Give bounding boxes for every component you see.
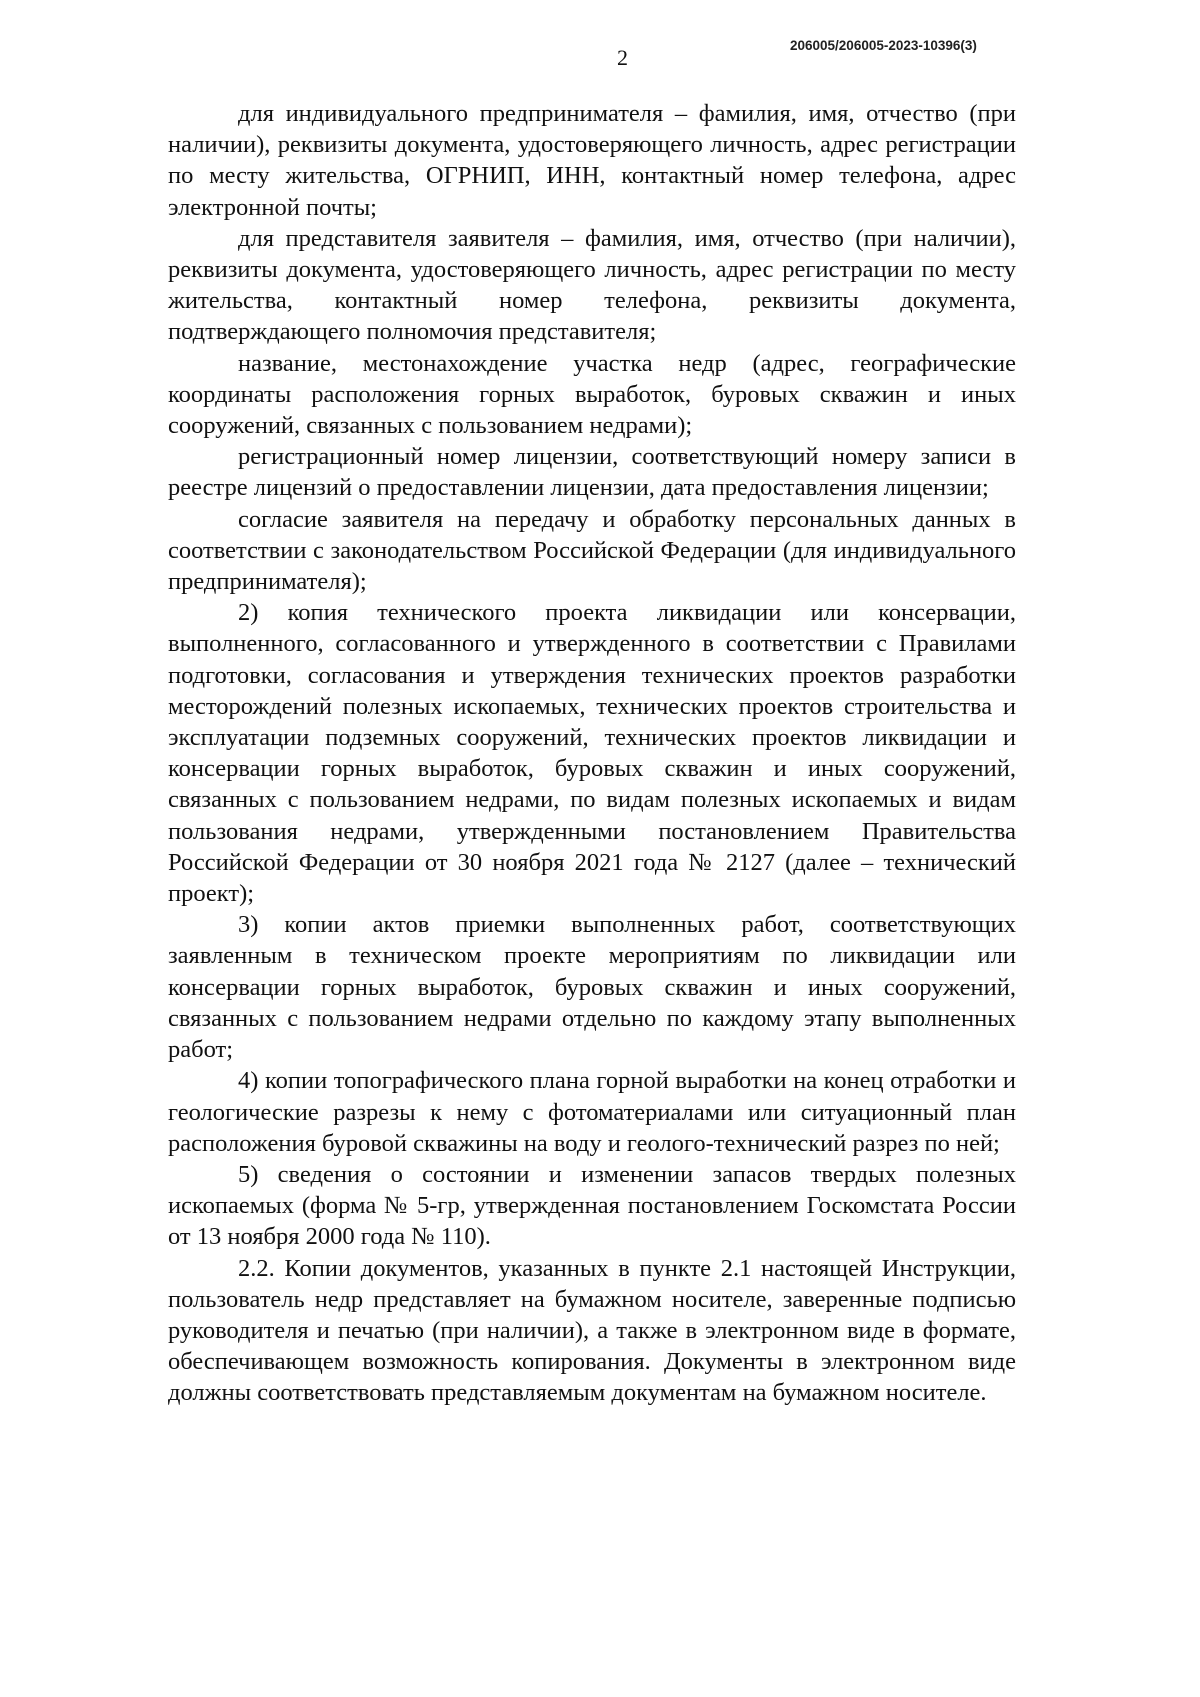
document-body xyxy=(168,98,1016,1409)
paragraph-individual-entrepreneur: для индивидуального предпринимателя – фамилия, имя, отчество (при наличии), реквизиты документа, удостоверяющего личность, адрес регистрации по месту жительства, ОГРНИП, ИНН, контактный номер телефона, адрес электронной почты; xyxy=(168,100,1016,221)
paragraph-applicant-representative: для представителя заявителя – фамилия, имя, отчество (при наличии), реквизиты документа, удостоверяющего личность, адрес регистрации по месту жительства, контактный номер телефона, реквизиты документа, подтверждающего полномочия представителя; xyxy=(168,224,1016,346)
paragraph-license-number: регистрационный номер лицензии, соответствующий номеру записи в реестре лицензий о предоставлении лицензии, дата предоставления лицензии; xyxy=(168,443,1016,502)
page-number: 2 xyxy=(617,45,628,70)
paragraph-item-5: 5) сведения о состоянии и изменении запасов твердых полезных ископаемых (форма № 5-гр, утвержденная постановлением Госкомстата России от 13 ноября 2000 года № 110). xyxy=(168,1160,1016,1251)
paragraph-personal-data-consent: согласие заявителя на передачу и обработку персональных данных в соответствии с законодательством Российской Федерации (для индивидуального предпринимателя); xyxy=(168,505,1016,596)
document-id: 206005/206005-2023-10396(3) xyxy=(790,38,977,53)
paragraph-section-2-2: 2.2. Копии документов, указанных в пункте 2.1 настоящей Инструкции, пользователь недр представляет на бумажном носителе, заверенные подписью руководителя и печатью (при наличии), а также в электронном виде в формате, обеспечивающем возможность копирования. Документы в электронном виде должны соответствовать представляемым документам на бумажном носителе. xyxy=(168,1254,1016,1407)
paragraph-item-4: 4) копии топографического плана горной выработки на конец отработки и геологические разрезы к нему с фотоматериалами или ситуационный план расположения буровой скважины на воду и геолого-технический разрез по ней; xyxy=(168,1067,1016,1157)
paragraph-item-3: 3) копии актов приемки выполненных работ, соответствующих заявленным в техническом проекте мероприятиям по ликвидации или консервации горных выработок, буровых скважин и иных сооружений, связанных с пользованием недрами отдельно по каждому этапу выполненных работ; xyxy=(168,911,1016,1064)
paragraph-subsoil-site: название, местонахождение участка недр (адрес, географические координаты расположения горных выработок, буровых скважин и иных сооружений, связанных с пользованием недрами); xyxy=(168,349,1016,440)
paragraph-item-2: 2) копия технического проекта ликвидации или консервации, выполненного, согласованного и утвержденного в соответствии с Правилами подготовки, согласования и утверждения технических проектов разработки месторождений полезных ископаемых, технических проектов строительства и эксплуатации подземных сооружений, технических проектов ликвидации и консервации горных выработок, буровых скважин и иных сооружений, связанных с пользованием недрами, по видам полезных ископаемых и видам пользования недрами, утвержденными постановлением Правительства Российской Федерации от 30 ноября 2021 года № 2127 (далее – технический проект); xyxy=(168,599,1016,908)
